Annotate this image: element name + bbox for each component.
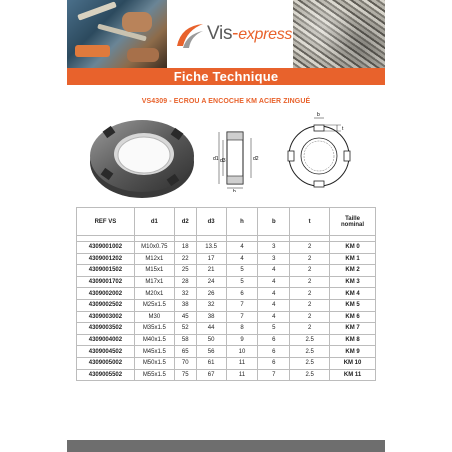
table-cell: M50x1.5 (134, 357, 174, 369)
table-cell: 67 (196, 369, 226, 381)
table-cell: 65 (174, 346, 196, 358)
table-cell: 7 (226, 311, 258, 323)
table-cell: 7 (226, 299, 258, 311)
table-cell: 28 (174, 276, 196, 288)
header-ref: REF VS (77, 208, 135, 236)
table-cell: 18 (174, 242, 196, 254)
table-cell: KM 1 (330, 253, 376, 265)
table-cell: 45 (174, 311, 196, 323)
label-d2: d2 (253, 156, 259, 162)
table-cell: 75 (174, 369, 196, 381)
table-cell: 32 (174, 288, 196, 300)
table-cell: KM 0 (330, 242, 376, 254)
header-d3: d3 (196, 208, 226, 236)
table-cell: 2.5 (290, 369, 330, 381)
table-row (77, 242, 376, 254)
table-cell: 13.5 (196, 242, 226, 254)
table-cell: 11 (226, 357, 258, 369)
label-d1: d1 (213, 156, 219, 162)
table-cell: 2 (290, 288, 330, 300)
table-cell: KM 8 (330, 334, 376, 346)
table-cell: 2 (290, 323, 330, 335)
table-cell: 50 (196, 334, 226, 346)
table-row (77, 276, 376, 288)
header-h: h (226, 208, 258, 236)
table-cell: 3 (258, 242, 290, 254)
table-cell: 2.5 (290, 357, 330, 369)
table-cell: KM 7 (330, 323, 376, 335)
table-cell: 11 (226, 369, 258, 381)
table-cell: 4309001202 (77, 253, 135, 265)
swoosh-icon (175, 20, 205, 50)
table-row (77, 288, 376, 300)
table-cell: 21 (196, 265, 226, 277)
lock-nut-image (88, 112, 196, 200)
table-cell: M10x0.75 (134, 242, 174, 254)
label-b: b (317, 112, 320, 118)
table-cell: M35x1.5 (134, 323, 174, 335)
specs-table-container (76, 207, 376, 381)
table-cell: KM 2 (330, 265, 376, 277)
table-cell: 2 (290, 253, 330, 265)
header-d2: d2 (174, 208, 196, 236)
table-cell: 4 (258, 276, 290, 288)
table-cell: 52 (174, 323, 196, 335)
table-cell: M45x1.5 (134, 346, 174, 358)
table-cell: 6 (226, 288, 258, 300)
table-cell: 4 (258, 311, 290, 323)
table-cell: 2.5 (290, 346, 330, 358)
table-row (77, 265, 376, 277)
header (67, 0, 385, 68)
table-cell: KM 11 (330, 369, 376, 381)
header-d1: d1 (134, 208, 174, 236)
label-t: t (342, 126, 344, 132)
table-cell: 4 (226, 253, 258, 265)
header-b: b (258, 208, 290, 236)
table-cell: 3 (258, 253, 290, 265)
table-cell: 6 (258, 334, 290, 346)
table-cell: 6 (258, 357, 290, 369)
banner-title: Fiche Technique (67, 68, 385, 85)
table-cell: M55x1.5 (134, 369, 174, 381)
table-cell: 4309003002 (77, 311, 135, 323)
table-row (77, 369, 376, 381)
table-row (77, 311, 376, 323)
table-cell: 70 (174, 357, 196, 369)
table-cell: 38 (174, 299, 196, 311)
table-cell: KM 6 (330, 311, 376, 323)
table-cell: M20x1 (134, 288, 174, 300)
table-cell: KM 10 (330, 357, 376, 369)
header-size: Taille nominal (330, 208, 376, 236)
table-cell: 5 (226, 276, 258, 288)
table-cell: 26 (196, 288, 226, 300)
table-cell: M12x1 (134, 253, 174, 265)
table-cell: M15x1 (134, 265, 174, 277)
specs-table (76, 207, 376, 381)
table-cell: 10 (226, 346, 258, 358)
header-t: t (290, 208, 330, 236)
table-cell: 4 (258, 288, 290, 300)
table-cell: 38 (196, 311, 226, 323)
table-cell: 6 (258, 346, 290, 358)
table-cell: 24 (196, 276, 226, 288)
table-cell: 58 (174, 334, 196, 346)
table-cell: 5 (226, 265, 258, 277)
product-title: VS4309 - ECROU A ENCOCHE KM ACIER ZINGUÉ (141, 98, 311, 105)
table-cell: 4309002002 (77, 288, 135, 300)
table-row (77, 323, 376, 335)
table-cell: 4 (258, 265, 290, 277)
table-cell: 4309004502 (77, 346, 135, 358)
table-cell: 4309004002 (77, 334, 135, 346)
table-cell: M25x1.5 (134, 299, 174, 311)
table-cell: 2 (290, 242, 330, 254)
footer-bar (67, 440, 385, 452)
table-cell: KM 9 (330, 346, 376, 358)
brand-name: Vis-express (207, 23, 293, 44)
table-cell: 9 (226, 334, 258, 346)
table-cell: 56 (196, 346, 226, 358)
table-cell: M30 (134, 311, 174, 323)
table-header-row (77, 208, 376, 236)
table-cell: 25 (174, 265, 196, 277)
label-d3: d3 (220, 158, 226, 164)
brand-logo (167, 0, 293, 68)
table-body (77, 242, 376, 381)
table-cell: M40x1.5 (134, 334, 174, 346)
table-cell: KM 4 (330, 288, 376, 300)
table-cell: 4 (226, 242, 258, 254)
table-row (77, 346, 376, 358)
table-cell: KM 3 (330, 276, 376, 288)
table-row (77, 299, 376, 311)
table-cell: 4309001702 (77, 276, 135, 288)
screws-photo (293, 0, 385, 68)
table-cell: 17 (196, 253, 226, 265)
label-h: h (233, 189, 236, 192)
table-cell: 4309002502 (77, 299, 135, 311)
table-row (77, 334, 376, 346)
table-cell: 32 (196, 299, 226, 311)
table-cell: 4309001502 (77, 265, 135, 277)
table-cell: 8 (226, 323, 258, 335)
table-cell: 4309003502 (77, 323, 135, 335)
table-cell: 61 (196, 357, 226, 369)
table-cell: M17x1 (134, 276, 174, 288)
table-cell: 2 (290, 299, 330, 311)
table-row (77, 253, 376, 265)
table-cell: 2 (290, 276, 330, 288)
table-cell: 4309005002 (77, 357, 135, 369)
technical-drawing (207, 112, 365, 192)
table-cell: 5 (258, 323, 290, 335)
table-cell: 2 (290, 265, 330, 277)
table-cell: 4309001002 (77, 242, 135, 254)
table-cell: 4309005502 (77, 369, 135, 381)
table-cell: 44 (196, 323, 226, 335)
table-row (77, 357, 376, 369)
table-cell: 4 (258, 299, 290, 311)
table-cell: 2.5 (290, 334, 330, 346)
tools-photo (67, 0, 167, 68)
table-cell: 22 (174, 253, 196, 265)
table-cell: KM 5 (330, 299, 376, 311)
table-cell: 7 (258, 369, 290, 381)
table-cell: 2 (290, 311, 330, 323)
